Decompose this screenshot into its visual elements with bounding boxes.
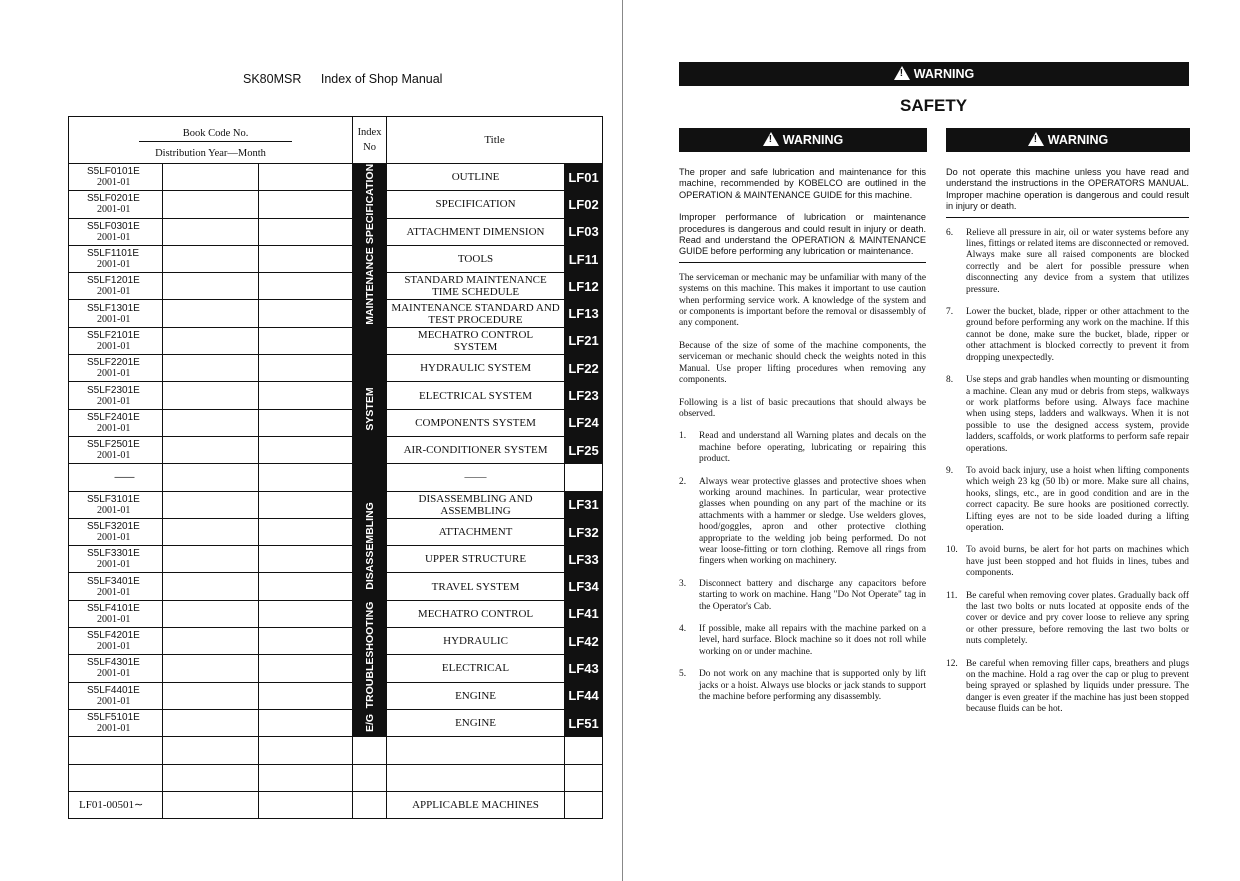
title-cell: DISASSEMBLING AND ASSEMBLING — [387, 491, 565, 518]
empty-cell — [259, 436, 353, 463]
right-warning-banner: ! WARNING — [946, 128, 1190, 152]
index-code-cell: LF44 — [565, 682, 603, 709]
empty-cell — [259, 573, 353, 600]
empty-cell — [259, 164, 353, 191]
precaution-item — [946, 545, 1189, 579]
empty-cell — [353, 764, 387, 791]
item-number: 8. — [946, 375, 954, 386]
empty-cell — [259, 709, 353, 736]
empty-cell — [565, 791, 603, 818]
book-code-cell: S5LF1101E 2001-01 — [69, 245, 163, 272]
empty-cell — [163, 791, 259, 818]
table-row — [69, 300, 603, 327]
precaution-item — [679, 624, 926, 658]
table-row — [69, 327, 603, 354]
precaution-item — [679, 477, 926, 568]
title-cell: TRAVEL SYSTEM — [387, 573, 565, 600]
book-code-cell: S5LF3201E 2001-01 — [69, 518, 163, 545]
empty-cell — [163, 218, 259, 245]
paragraph: The proper and safe lubrication and maintenance for this machine, recommended by KOBELCO are outlined in the OPERATION & MAINTENANCE GUIDE for this machine. — [679, 167, 926, 200]
index-code-cell: LF33 — [565, 546, 603, 573]
safety-title: SAFETY — [900, 96, 968, 115]
paragraph: Because of the size of some of the machine components, the serviceman or mechanic should check the weights noted in this Manual. Use proper lifting procedures when removing any components. — [679, 340, 926, 386]
book-code-cell: —— — [69, 464, 163, 491]
section-eg: E/G — [353, 709, 387, 736]
book-code-cell: S5LF4201E 2001-01 — [69, 628, 163, 655]
warning-triangle-icon — [1028, 132, 1044, 146]
title-cell: HYDRAULIC — [387, 628, 565, 655]
empty-cell — [163, 164, 259, 191]
book-code-cell: S5LF2301E 2001-01 — [69, 382, 163, 409]
empty-cell — [163, 327, 259, 354]
empty-cell — [163, 600, 259, 627]
empty-cell — [163, 191, 259, 218]
index-code-cell: LF01 — [565, 164, 603, 191]
section-troubleshooting: TROUBLESHOOTING — [353, 600, 387, 709]
section-disassembling: DISASSEMBLING — [353, 491, 387, 600]
index-title: Index of Shop Manual — [320, 72, 443, 86]
table-row — [69, 464, 603, 491]
empty-cell — [259, 737, 353, 764]
title-cell: ENGINE — [387, 682, 565, 709]
book-code-cell: S5LF2401E 2001-01 — [69, 409, 163, 436]
index-code-cell: LF31 — [565, 491, 603, 518]
precaution-item — [946, 659, 1189, 716]
empty-cell — [163, 737, 259, 764]
item-number: 6. — [946, 227, 954, 238]
table-row — [69, 573, 603, 600]
table-row — [69, 546, 603, 573]
title-cell: MAINTENANCE STANDARD AND TEST PROCEDURE — [387, 300, 565, 327]
empty-cell — [259, 682, 353, 709]
empty-cell — [163, 355, 259, 382]
index-code-cell: LF02 — [565, 191, 603, 218]
index-heading — [243, 72, 458, 86]
empty-cell — [259, 273, 353, 300]
section-system: SYSTEM — [353, 327, 387, 491]
empty-cell — [163, 709, 259, 736]
book-code-cell: S5LF4401E 2001-01 — [69, 682, 163, 709]
item-number: 9. — [946, 465, 954, 476]
table-row — [69, 682, 603, 709]
empty-cell — [163, 518, 259, 545]
item-number: 5. — [679, 669, 687, 680]
empty-cell — [259, 628, 353, 655]
section-specification: SPECIFICATION — [353, 164, 387, 246]
empty-cell — [163, 573, 259, 600]
item-number: 7. — [946, 307, 954, 318]
title-cell: UPPER STRUCTURE — [387, 546, 565, 573]
warning-triangle-icon — [763, 132, 779, 146]
book-code-cell: S5LF0301E 2001-01 — [69, 218, 163, 245]
table-row — [69, 245, 603, 272]
empty-cell — [259, 491, 353, 518]
book-code-cell: S5LF4101E 2001-01 — [69, 600, 163, 627]
empty-cell — [163, 628, 259, 655]
title-cell: HYDRAULIC SYSTEM — [387, 355, 565, 382]
item-text: Always wear protective glasses and protective shoes when working around machines. In particular, wear protective glasses when pounding on any part of the machine or its attachments with a hammer or sledge. Use welders gloves, hood/goggles, apron and other protective clothing appropriate to the welding job being performed. Do not wear loose-fitting or torn clothing. Remove all rings from fingers when working on machinery. — [699, 476, 926, 567]
empty-cell — [259, 791, 353, 818]
index-code-cell: LF22 — [565, 355, 603, 382]
index-code-cell: LF24 — [565, 409, 603, 436]
table-row — [69, 709, 603, 736]
index-no-header: Index No — [353, 117, 387, 164]
empty-cell — [259, 382, 353, 409]
index-code-cell: LF43 — [565, 655, 603, 682]
empty-cell — [387, 764, 565, 791]
empty-cell — [163, 409, 259, 436]
item-text: If possible, make all repairs with the machine parked on a level, hard surface. Block machine so it does not roll while working on or under machine. — [699, 624, 926, 657]
empty-cell — [259, 600, 353, 627]
table-row — [69, 436, 603, 463]
empty-cell — [259, 300, 353, 327]
empty-cell — [163, 491, 259, 518]
book-code-cell: S5LF4301E 2001-01 — [69, 655, 163, 682]
index-code-cell: LF51 — [565, 709, 603, 736]
item-text: Lower the bucket, blade, ripper or other attachment to the ground before performing any work on the machine. If this cannot be done, make sure the bucket, blade, ripper or other attachment is blocked correctly to prevent it from dropping unexpectedly. — [966, 307, 1189, 363]
precaution-item — [946, 591, 1189, 648]
empty-cell — [565, 737, 603, 764]
title-cell: —— — [387, 464, 565, 491]
title-cell: COMPONENTS SYSTEM — [387, 409, 565, 436]
empty-cell — [163, 273, 259, 300]
precaution-item — [946, 228, 1189, 296]
index-code-cell: LF32 — [565, 518, 603, 545]
book-code-cell: S5LF2201E 2001-01 — [69, 355, 163, 382]
footer-title: APPLICABLE MACHINES — [387, 791, 565, 818]
empty-cell — [259, 191, 353, 218]
title-cell: ATTACHMENT — [387, 518, 565, 545]
title-cell: AIR-CONDITIONER SYSTEM — [387, 436, 565, 463]
empty-cell — [163, 436, 259, 463]
item-text: Use steps and grab handles when mounting or dismounting a machine. Clean any mud or debris from steps, walkways or work platforms before using. Always face machine when using steps, ladders and walkways. When it is not possible to use the designed access system, provide ladders, scaffolds, or work platforms to perform safe repair operations. — [966, 375, 1189, 454]
title-cell: ATTACHMENT DIMENSION — [387, 218, 565, 245]
precaution-item — [679, 431, 926, 465]
item-number: 3. — [679, 578, 687, 589]
empty-cell — [259, 518, 353, 545]
item-number: 4. — [679, 624, 687, 634]
item-text: Be careful when removing cover plates. Gradually back off the last two bolts or nuts located at opposite ends of the cover or device and pry cover loose to relieve any spring or other pressure, before removing the last two bolts or nuts completely. — [966, 590, 1189, 647]
empty-cell — [353, 791, 387, 818]
table-row — [69, 164, 603, 191]
book-code-cell: S5LF2101E 2001-01 — [69, 327, 163, 354]
empty-cell — [163, 546, 259, 573]
title-cell: STANDARD MAINTENANCE TIME SCHEDULE — [387, 273, 565, 300]
footer-row — [69, 791, 603, 818]
empty-cell — [163, 382, 259, 409]
book-code-cell: S5LF5101E 2001-01 — [69, 709, 163, 736]
index-code-cell: LF41 — [565, 600, 603, 627]
index-code-cell — [565, 464, 603, 491]
index-code-cell: LF11 — [565, 245, 603, 272]
section-maintenance: MAINTENANCE — [353, 245, 387, 327]
precaution-item — [679, 669, 926, 703]
title-cell: MECHATRO CONTROL — [387, 600, 565, 627]
item-number: 2. — [679, 476, 687, 487]
right-column — [946, 167, 1189, 727]
empty-cell — [353, 737, 387, 764]
index-code-cell: LF21 — [565, 327, 603, 354]
book-code-cell: S5LF3301E 2001-01 — [69, 546, 163, 573]
title-header: Title — [387, 117, 603, 164]
empty-cell — [69, 737, 163, 764]
left-column — [679, 167, 926, 714]
paragraph: Do not operate this machine unless you have read and understand the instructions in the OPERATORS MANUAL. Improper machine operation is dangerous and could result in injury or death. — [946, 167, 1189, 218]
item-number: 1. — [679, 431, 687, 442]
table-row — [69, 382, 603, 409]
table-row — [69, 491, 603, 518]
warning-triangle-icon — [894, 66, 910, 80]
model-name: SK80MSR — [243, 72, 302, 86]
table-row — [69, 191, 603, 218]
item-text: Do not work on any machine that is supported only by lift jacks or a hoist. Always use blocks or jack stands to support the machine before performing any disassembly. — [699, 669, 926, 703]
empty-cell — [259, 409, 353, 436]
title-cell: TOOLS — [387, 245, 565, 272]
book-code-cell: S5LF2501E 2001-01 — [69, 436, 163, 463]
precaution-item — [946, 466, 1189, 534]
precaution-item — [679, 579, 926, 613]
empty-cell — [163, 245, 259, 272]
empty-cell — [163, 764, 259, 791]
paragraph: Following is a list of basic precautions that should always be observed. — [679, 397, 926, 419]
empty-cell — [69, 764, 163, 791]
table-row — [69, 273, 603, 300]
title-cell: OUTLINE — [387, 164, 565, 191]
empty-cell — [259, 655, 353, 682]
table-row — [69, 409, 603, 436]
index-code-cell: LF42 — [565, 628, 603, 655]
empty-cell — [259, 546, 353, 573]
title-cell: SPECIFICATION — [387, 191, 565, 218]
table-row — [69, 518, 603, 545]
index-code-cell: LF03 — [565, 218, 603, 245]
top-warning-banner: !WARNING — [679, 62, 1189, 86]
index-code-cell: LF25 — [565, 436, 603, 463]
empty-cell — [259, 764, 353, 791]
item-number: 11. — [946, 590, 958, 601]
left-warning-banner: !WARNING — [679, 128, 927, 152]
title-cell: ELECTRICAL SYSTEM — [387, 382, 565, 409]
empty-cell — [163, 682, 259, 709]
empty-row — [69, 764, 603, 791]
book-code-cell: S5LF1301E 2001-01 — [69, 300, 163, 327]
paragraph: The serviceman or mechanic may be unfamiliar with many of the systems on this machine. This makes it important to use caution when performing service work. A knowledge of the system and or components is important before the removal or disassembly of any component. — [679, 272, 926, 329]
index-code-cell: LF13 — [565, 300, 603, 327]
book-code-cell: S5LF0201E 2001-01 — [69, 191, 163, 218]
item-text: Relieve all pressure in air, oil or water systems before any lines, fittings or related items are disconnected or removed. Always make sure all raised components are blocked correctly and be alert for possible pressure when disconnecting any device from a system that utilizes pressure. — [966, 227, 1189, 295]
table-row — [69, 628, 603, 655]
paragraph: Improper performance of lubrication or maintenance procedures is dangerous and could result in injury or death. Read and understand the OPERATION & MAINTENANCE GUIDE before performing any lubrication or maintenance. — [679, 212, 926, 263]
empty-cell — [259, 355, 353, 382]
table-row — [69, 655, 603, 682]
book-code-cell: S5LF3401E 2001-01 — [69, 573, 163, 600]
title-cell: MECHATRO CONTROL SYSTEM — [387, 327, 565, 354]
index-table — [68, 116, 603, 819]
item-text: To avoid burns, be alert for hot parts on machines which have just been stopped and hot fluids in lines, tubes and components. — [966, 545, 1189, 579]
table-row — [69, 600, 603, 627]
item-number: 10. — [946, 545, 958, 556]
table-row — [69, 355, 603, 382]
book-code-header: Book Code No. Distribution Year—Month — [69, 117, 353, 164]
empty-cell — [259, 245, 353, 272]
precaution-item — [946, 375, 1189, 455]
item-text: To avoid back injury, use a hoist when lifting components which weigh 23 kg (50 lb) or more. Make sure all chains, hooks, slings, etc., are in good condition and are in the correct capacity. Be sure hooks are positioned correctly. Lifting eyes are not to be side loaded during a lifting operation. — [966, 465, 1189, 533]
table-row — [69, 218, 603, 245]
book-code-cell: S5LF0101E 2001-01 — [69, 164, 163, 191]
empty-cell — [565, 764, 603, 791]
empty-row — [69, 737, 603, 764]
empty-cell — [163, 464, 259, 491]
book-code-cell: S5LF1201E 2001-01 — [69, 273, 163, 300]
item-number: 12. — [946, 658, 958, 669]
title-cell: ENGINE — [387, 709, 565, 736]
index-code-cell: LF23 — [565, 382, 603, 409]
empty-cell — [259, 464, 353, 491]
footer-code: LF01-00501∼ — [69, 791, 163, 818]
item-text: Read and understand all Warning plates and decals on the machine before operating, lubricating or repairing this product. — [699, 431, 926, 465]
index-code-cell: LF12 — [565, 273, 603, 300]
empty-cell — [259, 218, 353, 245]
precaution-item — [946, 307, 1189, 364]
empty-cell — [163, 300, 259, 327]
empty-cell — [387, 737, 565, 764]
book-code-cell: S5LF3101E 2001-01 — [69, 491, 163, 518]
index-code-cell: LF34 — [565, 573, 603, 600]
title-cell: ELECTRICAL — [387, 655, 565, 682]
empty-cell — [163, 655, 259, 682]
empty-cell — [259, 327, 353, 354]
item-text: Be careful when removing filler caps, breathers and plugs on the machine. Hold a rag over the cap or plug to prevent being sprayed or splashed by liquids under pressure. The danger is even greater if the machine has just been stopped because fluids can be hot. — [966, 658, 1189, 715]
item-text: Disconnect battery and discharge any capacitors before starting to work on machine. Hang "Do Not Operate" tag in the Operator's Cab. — [699, 578, 926, 612]
